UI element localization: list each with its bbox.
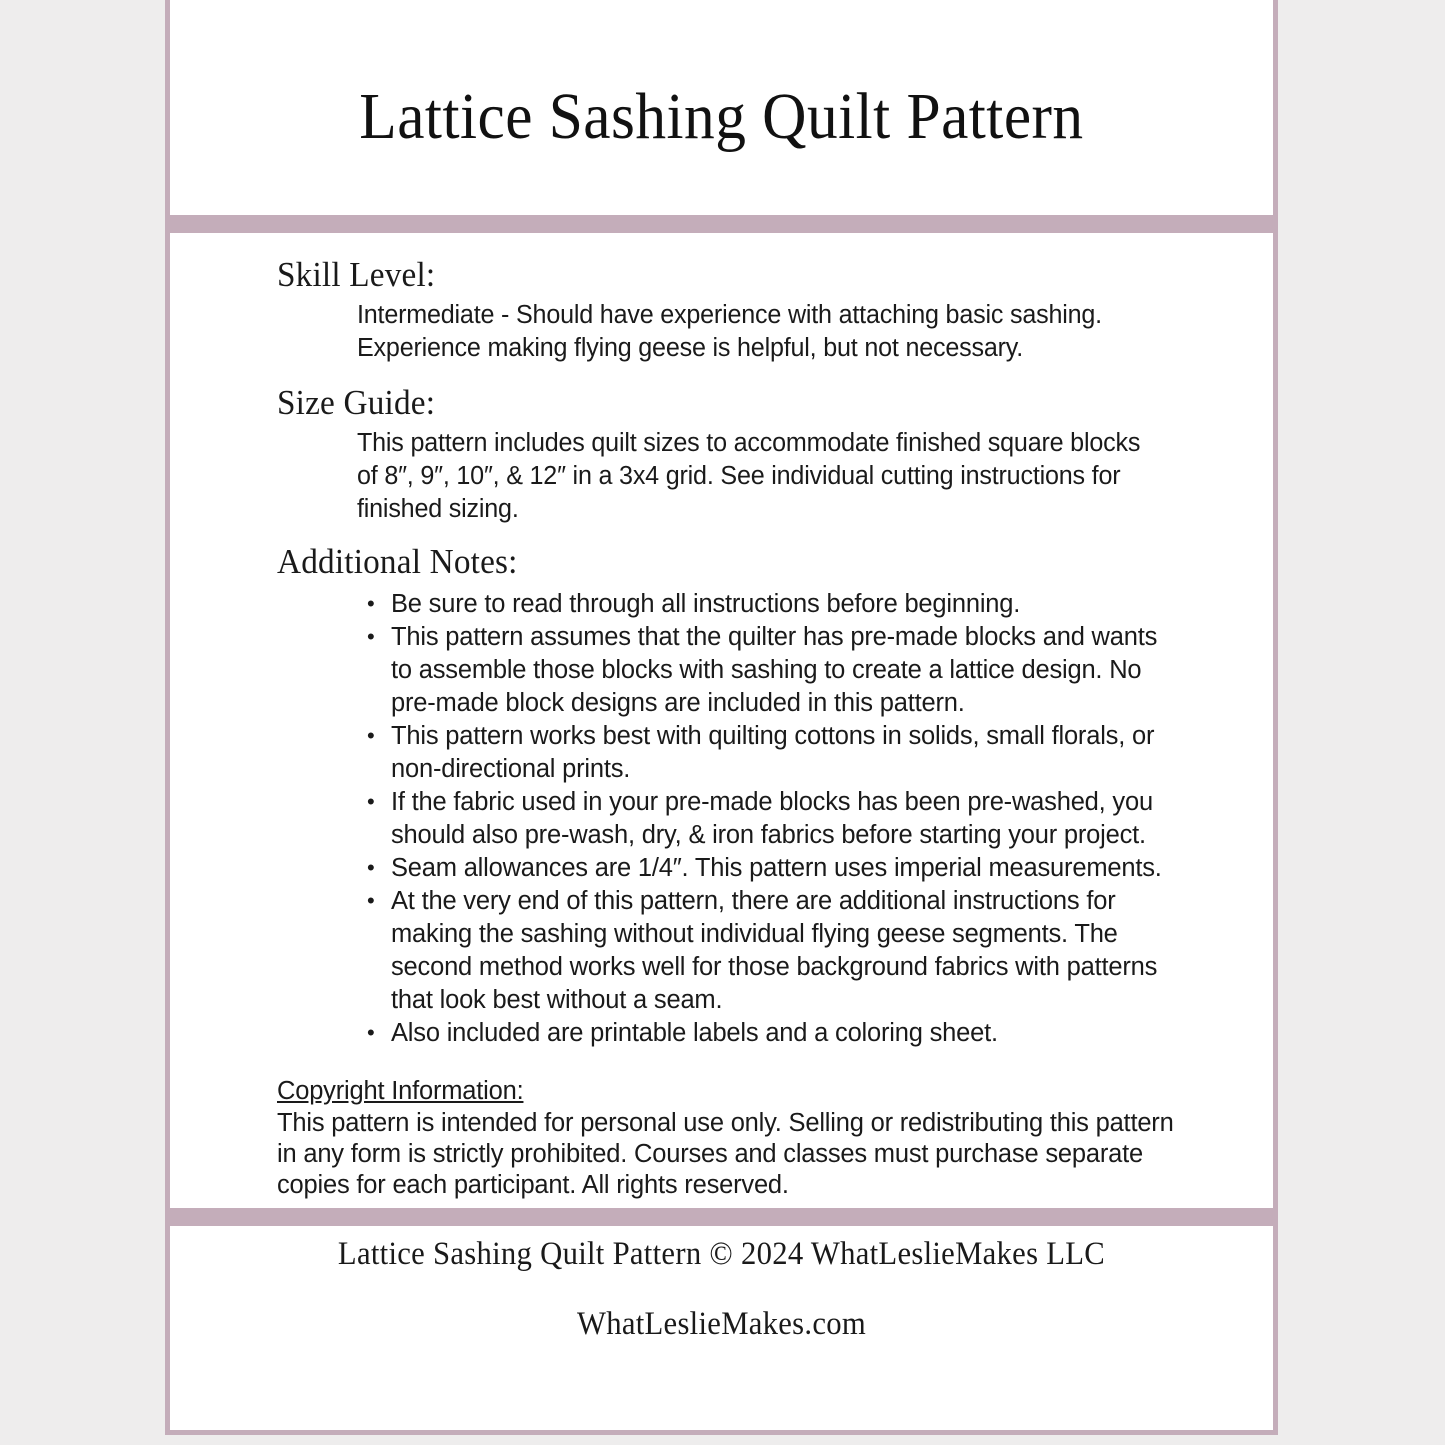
copyright-section xyxy=(277,1076,1177,1201)
skill-level-heading: Skill Level: xyxy=(277,255,436,294)
skill-level-text: Intermediate - Should have experience with attaching basic sashing. Experience making flying geese is helpful, but not necessary. xyxy=(357,301,1102,362)
size-guide-text: This pattern includes quilt sizes to accommodate finished square blocks of 8″, 9″, 10″, & 12″ in a 3x4 grid. See individual cutting instructions for finished sizing. xyxy=(357,429,1141,523)
copyright-text: This pattern is intended for personal use only. Selling or redistributing this pattern in any form is strictly prohibited. Courses and classes must purchase separate copies for each participant. All rights reserved. xyxy=(277,1109,1174,1199)
size-guide-heading: Size Guide: xyxy=(277,383,436,422)
additional-notes-heading: Additional Notes: xyxy=(277,542,518,581)
note-bullet-item: • Be sure to read through all instructions before beginning. xyxy=(277,588,1177,621)
note-bullet-item: • At the very end of this pattern, there are additional instructions for making the sashing without individual flying geese segments. The second method works well for those background fabrics with patterns that look best without a seam. xyxy=(277,885,1177,1017)
document-page xyxy=(165,0,1278,1435)
note-bullet-item: • This pattern assumes that the quilter has pre-made blocks and wants to assemble those blocks with sashing to create a lattice design. No pre-made block designs are included in this pattern. xyxy=(277,621,1177,720)
copyright-heading: Copyright Information: xyxy=(277,1077,524,1105)
page-footer xyxy=(170,1226,1273,1352)
page-title: Lattice Sashing Quilt Pattern xyxy=(359,80,1084,153)
document-body xyxy=(277,255,1177,1201)
section-size-guide xyxy=(277,383,1177,526)
footer-divider-rule xyxy=(165,1208,1278,1226)
footer-website-line: WhatLeslieMakes.com xyxy=(576,1306,867,1342)
footer-copyright-line: Lattice Sashing Quilt Pattern © 2024 WhatLeslieMakes LLC xyxy=(337,1236,1106,1272)
note-bullet-item: • Also included are printable labels and a coloring sheet. xyxy=(277,1017,1177,1050)
note-bullet-item: • This pattern works best with quilting cottons in solids, small florals, or non-directional prints. xyxy=(277,720,1177,786)
header-divider-rule xyxy=(165,215,1278,233)
section-skill-level xyxy=(277,255,1177,365)
additional-notes-list xyxy=(277,588,1177,1050)
note-bullet-item: • If the fabric used in your pre-made blocks has been pre-washed, you should also pre-wash, dry, & iron fabrics before starting your project. xyxy=(277,786,1177,852)
note-bullet-item: • Seam allowances are 1/4″. This pattern uses imperial measurements. xyxy=(277,852,1177,885)
section-additional-notes xyxy=(277,542,1177,1050)
title-band xyxy=(170,0,1273,215)
